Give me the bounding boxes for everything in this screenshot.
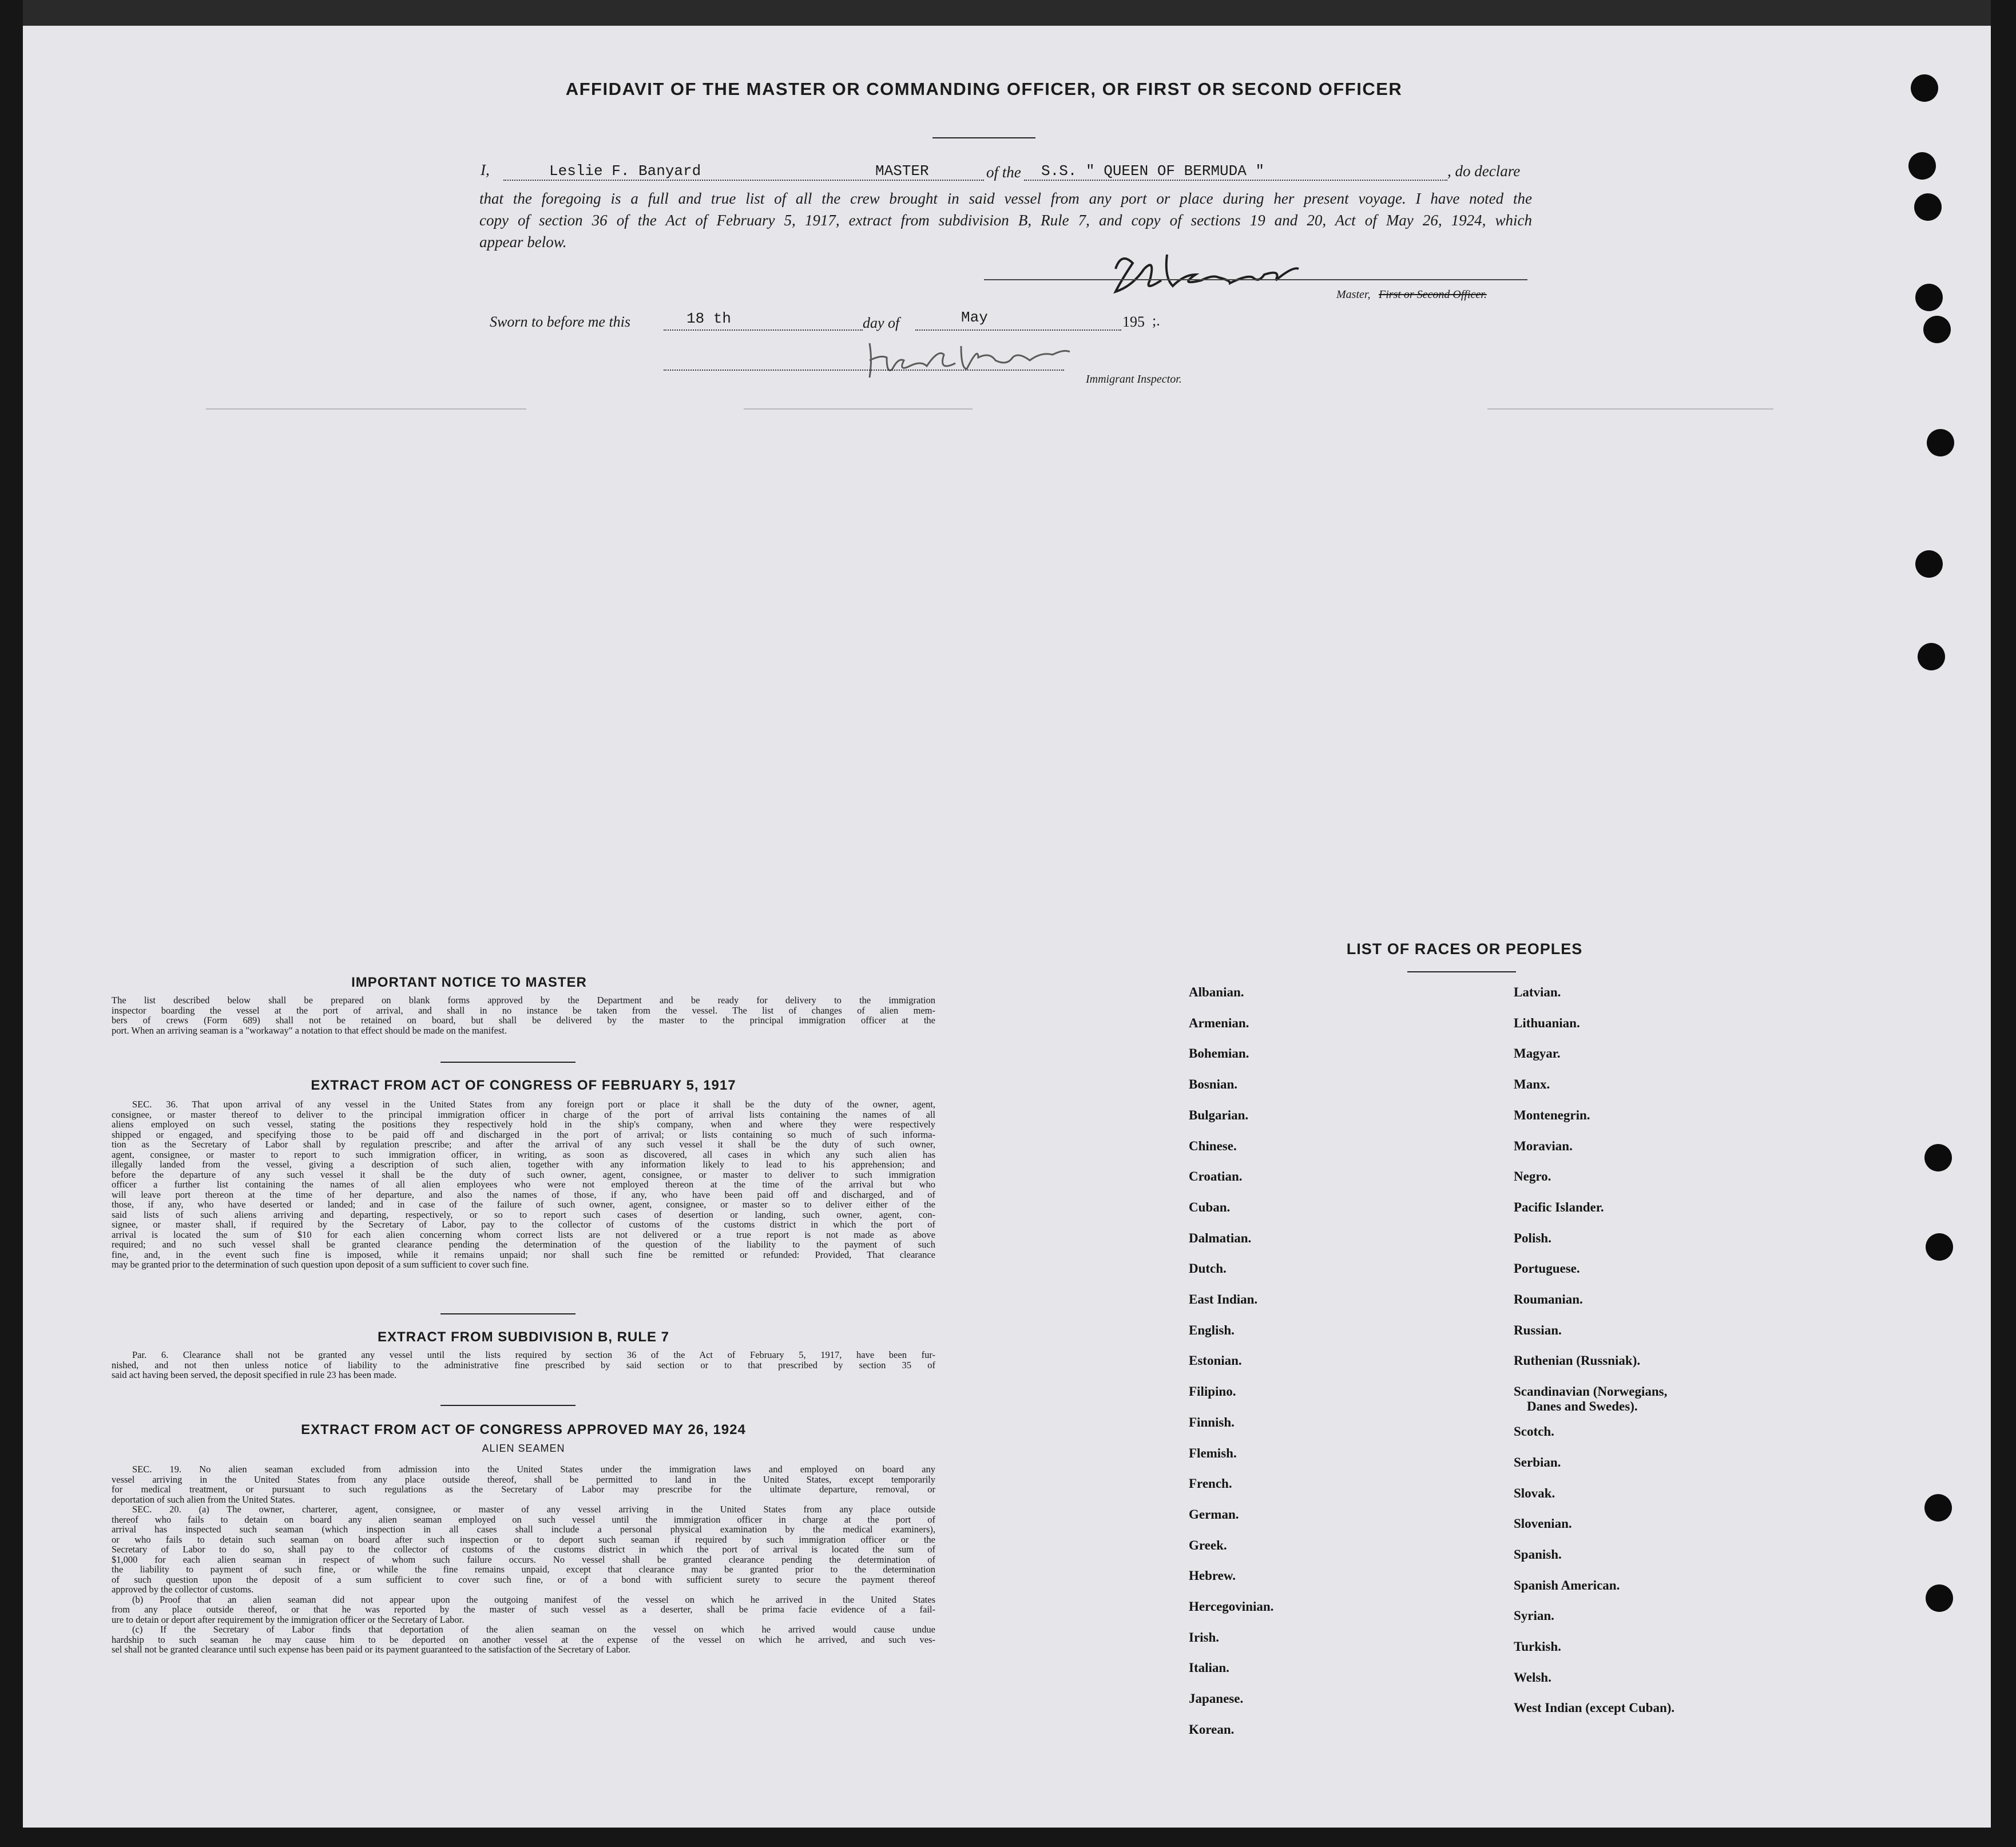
- year-suffix: ;.: [1152, 312, 1160, 329]
- punch-hole: [1918, 643, 1945, 670]
- legal-text-line: required; and no such vessel shall be granted clearance pending the determination of the question of the liability to the payment of such: [112, 1239, 935, 1250]
- legal-text-line: or who fails to detain such seaman on board after such inspection or to deport such seaman if required by such immigration officer or the: [112, 1534, 935, 1545]
- legal-text-line: nished, and not then unless notice of liability to the administrative fine prescribed by said section or to that prescribed by section 35 of: [112, 1359, 935, 1371]
- race-item: East Indian.: [1189, 1292, 1258, 1306]
- affidavit-line-1: that the foregoing is a full and true list of all the crew brought in said vessel from any port or place during her present voyage. I have noted the: [479, 190, 1532, 207]
- master-signature-line: [984, 279, 1527, 280]
- race-item: Italian.: [1189, 1661, 1229, 1675]
- punch-hole: [1927, 429, 1954, 456]
- race-item: Spanish American.: [1514, 1578, 1620, 1592]
- race-item: Filipino.: [1189, 1384, 1236, 1399]
- legal-text-line: agent, consignee, or master to report to such immigration officer, in writing, as soon as discovered, all cases in which any such alien has: [112, 1149, 935, 1160]
- bleed-through-line: [1487, 408, 1773, 410]
- race-item: Dutch.: [1189, 1261, 1227, 1276]
- race-item: Magyar.: [1514, 1046, 1561, 1061]
- race-item: Latvian.: [1514, 985, 1561, 999]
- race-item: Roumanian.: [1514, 1292, 1583, 1306]
- race-item: French.: [1189, 1476, 1232, 1491]
- title-underline: [932, 137, 1035, 138]
- race-item: Lithuanian.: [1514, 1015, 1580, 1030]
- legal-text-line: said act having been served, the deposit specified in rule 23 has been made.: [112, 1369, 397, 1380]
- race-item: Bosnian.: [1189, 1077, 1238, 1092]
- extract-1924-title: EXTRACT FROM ACT OF CONGRESS APPROVED MAY 26, 1924: [301, 1422, 746, 1437]
- legal-text-line: signee, or master shall, if required by the Secretary of Labor, pay to the collector of customs of the customs district in which the port of: [112, 1219, 935, 1230]
- race-item: Estonian.: [1189, 1353, 1242, 1368]
- vessel-fill-line: [1024, 180, 1447, 181]
- race-item: Manx.: [1514, 1077, 1550, 1092]
- legal-text-line: (c) If the Secretary of Labor finds that deportation of the alien seaman on the vessel on which he arrived would cause undue: [132, 1624, 935, 1635]
- section-divider: [440, 1062, 576, 1063]
- affidavit-line-2: copy of section 36 of the Act of February 5, 1917, extract from subdivision B, Rule 7, and copy of sections 19 and 20, Act of May 26, 1924, which: [479, 212, 1532, 229]
- legal-text-line: shipped or engaged, and specifying those to be paid off and discharged in the port of arrival; or lists containing so much of such informa-: [112, 1129, 935, 1140]
- race-item: Slovak.: [1514, 1485, 1555, 1500]
- i-label: I,: [481, 161, 490, 178]
- legal-text-line: tion as the Secretary of Labor shall by regulation prescribe; and after the arrival of any such vessel it shall be the duty of such owner,: [112, 1139, 935, 1150]
- rule7-text: [112, 1350, 935, 1380]
- race-item: Bohemian.: [1189, 1046, 1249, 1061]
- inspector-signature: [858, 337, 1098, 383]
- notice-text: The list described below shall be prepared on blank forms approved by the Department and be ready for delivery to the immigration inspector boarding the vessel at the port of arrival, and shall in no instance be taken from the vessel. The list of changes of alien mem- bers of crews (Form 689) shall not be retained on board, but shall be delivered by the master to the principal immigration officer at the port. When an arriving seaman is a "workaway" a notation to that effect should be made on the manifest.: [112, 995, 935, 1036]
- race-item: Negro.: [1514, 1169, 1551, 1184]
- race-item: Polish.: [1514, 1230, 1551, 1245]
- legal-text-line: consignee, or master thereof to deliver to the principal immigration officer in charge of the port of arrival lists containing the names of all: [112, 1109, 935, 1120]
- race-item: Syrian.: [1514, 1608, 1554, 1623]
- legal-text-line: hardship to such seaman he may cause him to be deported on another vessel at the expense of the vessel on which he arrived, and such ves-: [112, 1634, 935, 1645]
- race-item: Turkish.: [1514, 1639, 1561, 1654]
- race-item: Spanish.: [1514, 1547, 1562, 1562]
- section-divider: [440, 1405, 576, 1406]
- race-item: Ruthenian (Russniak).: [1514, 1353, 1641, 1368]
- race-item: Japanese.: [1189, 1691, 1244, 1706]
- race-item: Montenegrin.: [1514, 1107, 1590, 1122]
- race-item: Korean.: [1189, 1722, 1235, 1737]
- legal-text-line: for medical treatment, or pursuant to such regulations as the Secretary of Labor may prescribe for the ultimate departure, removal, or: [112, 1484, 935, 1495]
- extract-1917-text: [112, 1099, 935, 1270]
- punch-hole: [1915, 284, 1943, 311]
- legal-text-line: ure to detain or deport after requirement by the immigration officer or the Secretary of Labor.: [112, 1614, 465, 1625]
- punch-hole: [1926, 1233, 1953, 1261]
- race-item: Irish.: [1189, 1630, 1220, 1645]
- master-signature: [1104, 246, 1316, 297]
- sworn-month: May: [961, 309, 988, 326]
- punch-hole: [1926, 1584, 1953, 1612]
- race-item: Dalmatian.: [1189, 1230, 1252, 1245]
- race-item: English.: [1189, 1322, 1235, 1337]
- race-item: Moravian.: [1514, 1138, 1573, 1153]
- alien-seamen-subtitle: ALIEN SEAMEN: [482, 1443, 565, 1454]
- race-item: Pacific Islander.: [1514, 1199, 1604, 1214]
- rule7-title: EXTRACT FROM SUBDIVISION B, RULE 7: [377, 1329, 670, 1345]
- day-of-label: day of: [863, 315, 900, 331]
- punch-hole: [1924, 1144, 1952, 1171]
- race-item: Albanian.: [1189, 985, 1244, 999]
- legal-text-line: thereof who fails to detain on board any alien seaman employed on such vessel until the immigration officer in charge at the port of: [112, 1514, 935, 1525]
- legal-text-line: may be granted prior to the determination of such question upon deposit of a sum sufficient to cover such fine.: [112, 1259, 529, 1270]
- of-the-label: of the: [986, 164, 1021, 181]
- year-prefix: 195: [1122, 313, 1145, 330]
- legal-text-line: deportation of such alien from the United States.: [112, 1494, 295, 1505]
- sworn-label: Sworn to before me this: [490, 313, 631, 330]
- legal-text-line: Secretary of Labor to do so, shall pay to the collector of customs of the customs district in which the port of arrival is located the sum of: [112, 1544, 935, 1555]
- legal-text-line: SEC. 36. That upon arrival of any vessel in the United States from any foreign port or place it shall be the duty of the owner, agent,: [132, 1099, 935, 1110]
- race-item: Finnish.: [1189, 1415, 1235, 1429]
- race-item: Hercegovinian.: [1189, 1599, 1274, 1614]
- legal-text-line: arrival has inspected such seaman (which inspection in all cases shall include a personal physical examination by the medical examiners),: [112, 1524, 935, 1535]
- legal-text-line: SEC. 20. (a) The owner, charterer, agent, consignee, or master of any vessel arriving in the United States from any place outside: [132, 1504, 935, 1515]
- name-fill-line: [503, 180, 984, 181]
- affidavit-title: AFFIDAVIT OF THE MASTER OR COMMANDING OFFICER, OR FIRST OR SECOND OFFICER: [565, 79, 1403, 99]
- legal-text-line: SEC. 19. No alien seaman excluded from admission into the United States under the immigration laws and employed on board any: [132, 1464, 935, 1475]
- legal-text-line: (b) Proof that an alien seaman did not appear upon the outgoing manifest of the vessel on which he arrived in the United States: [132, 1594, 935, 1605]
- race-item: Croatian.: [1189, 1169, 1243, 1184]
- races-title-underline: [1407, 971, 1516, 972]
- legal-text-line: vessel arriving in the United States from any place outside thereof, shall be permitted to land in the United States, except temporarily: [112, 1473, 935, 1485]
- month-fill-line: [915, 329, 1121, 331]
- race-item: Cuban.: [1189, 1199, 1231, 1214]
- legal-text-line: illegally landed from the vessel, giving a description of such alien, together with any information likely to lead to his apprehension; and: [112, 1159, 935, 1170]
- legal-text-line: the liability to payment of such fine, or while the fine remains unpaid, except that clearance may be granted prior to the determination: [112, 1564, 935, 1575]
- punch-hole: [1914, 193, 1942, 221]
- legal-text-line: from any place outside thereof, or that he was reported by the master of such vessel as a deserter, shall be prima facie evidence of a fail-: [112, 1604, 935, 1615]
- race-item: Serbian.: [1514, 1455, 1561, 1469]
- bleed-through-line: [744, 408, 973, 410]
- vessel-name: S.S. " QUEEN OF BERMUDA ": [1041, 162, 1265, 180]
- master-label: Master,: [1336, 288, 1371, 301]
- race-item: West Indian (except Cuban).: [1514, 1701, 1675, 1715]
- extract-1917-title: EXTRACT FROM ACT OF CONGRESS OF FEBRUARY 5, 1917: [311, 1078, 736, 1093]
- race-item: Scotch.: [1514, 1424, 1554, 1439]
- extract-1924-text: [112, 1464, 935, 1655]
- punch-hole: [1908, 152, 1936, 180]
- race-item: Russian.: [1514, 1322, 1562, 1337]
- struck-officer-label: First or Second Officer.: [1379, 288, 1487, 301]
- race-item: Scandinavian (Norwegians, Danes and Swedes).: [1514, 1384, 1668, 1414]
- do-declare-label: , do declare: [1447, 162, 1521, 180]
- race-item: Greek.: [1189, 1538, 1227, 1552]
- legal-text-line: approved by the collector of customs.: [112, 1584, 254, 1595]
- legal-text-line: officer a further list containing the names of all alien employees who were not employed thereon at the time of the arrival but who: [112, 1179, 935, 1190]
- race-item: Flemish.: [1189, 1445, 1237, 1460]
- inspector-fill-line: [664, 370, 1064, 371]
- race-item: German.: [1189, 1507, 1239, 1522]
- top-edge-shadow: [23, 0, 1991, 26]
- section-divider: [440, 1313, 576, 1314]
- legal-text-line: Par. 6. Clearance shall not be granted any vessel until the lists required by section 36 of the Act of February 5, 1917, have been fur-: [132, 1349, 935, 1360]
- notice-title: IMPORTANT NOTICE TO MASTER: [351, 975, 587, 990]
- legal-text-line: $1,000 for each alien seaman in respect of whom such failure occurs. No vessel shall be granted clearance pending the determination of: [112, 1554, 935, 1565]
- sworn-day: 18 th: [686, 310, 732, 327]
- race-item: Bulgarian.: [1189, 1107, 1249, 1122]
- affidavit-line-3: appear below.: [479, 233, 567, 251]
- punch-hole: [1915, 550, 1943, 578]
- inspector-label: Immigrant Inspector.: [1086, 373, 1182, 386]
- punch-hole: [1924, 1494, 1952, 1522]
- legal-text-line: aliens employed on such vessel, stating the positions they respectively hold in the ship's company, when and where they were respectively: [112, 1119, 935, 1130]
- officer-name: Leslie F. Banyard: [549, 162, 701, 180]
- race-item: Hebrew.: [1189, 1568, 1236, 1583]
- legal-text-line: arrival is located the sum of $10 for each alien concerning whom correct lists are not delivered or a true report is not made as above: [112, 1229, 935, 1240]
- legal-text-line: will leave port thereon at the time of her departure, and also the names of those, if any, who have been paid off and discharged, and of: [112, 1189, 935, 1200]
- bleed-through-line: [206, 408, 526, 410]
- race-item: Portuguese.: [1514, 1261, 1580, 1276]
- legal-text-line: sel shall not be granted clearance until such expense has been paid or its payment guaranteed to the satisfaction of the Secretary of Labor.: [112, 1644, 631, 1655]
- race-item: Armenian.: [1189, 1015, 1249, 1030]
- legal-text-line: fine, and, in the event such fine is imposed, while it remains unpaid; nor shall such fine be remitted or refunded: Provided, That clearance: [112, 1249, 935, 1260]
- legal-text-line: those, if any, who have deserted or landed; and in case of the failure of such owner, agent, consignee, or master so to deliver either of the: [112, 1199, 935, 1210]
- race-item: Chinese.: [1189, 1138, 1237, 1153]
- officer-rank: MASTER: [875, 162, 929, 180]
- punch-hole: [1923, 316, 1951, 343]
- legal-text-line: before the departure of any such vessel it shall be the duty of such owner, agent, consignee, or master to deliver to such immigration: [112, 1169, 935, 1180]
- legal-text-line: said lists of such aliens arriving and departing, respectively, or so to report such cases of desertion or landing, such owner, agent, con-: [112, 1209, 935, 1220]
- race-item: Slovenian.: [1514, 1516, 1572, 1531]
- race-item: Welsh.: [1514, 1670, 1551, 1685]
- races-title: LIST OF RACES OR PEOPLES: [1346, 940, 1583, 958]
- legal-text-line: of such question upon the deposit of a sum sufficient to cover such fine, or of a bond with sufficient surety to secure the payment thereof: [112, 1574, 935, 1585]
- day-fill-line: [664, 329, 863, 331]
